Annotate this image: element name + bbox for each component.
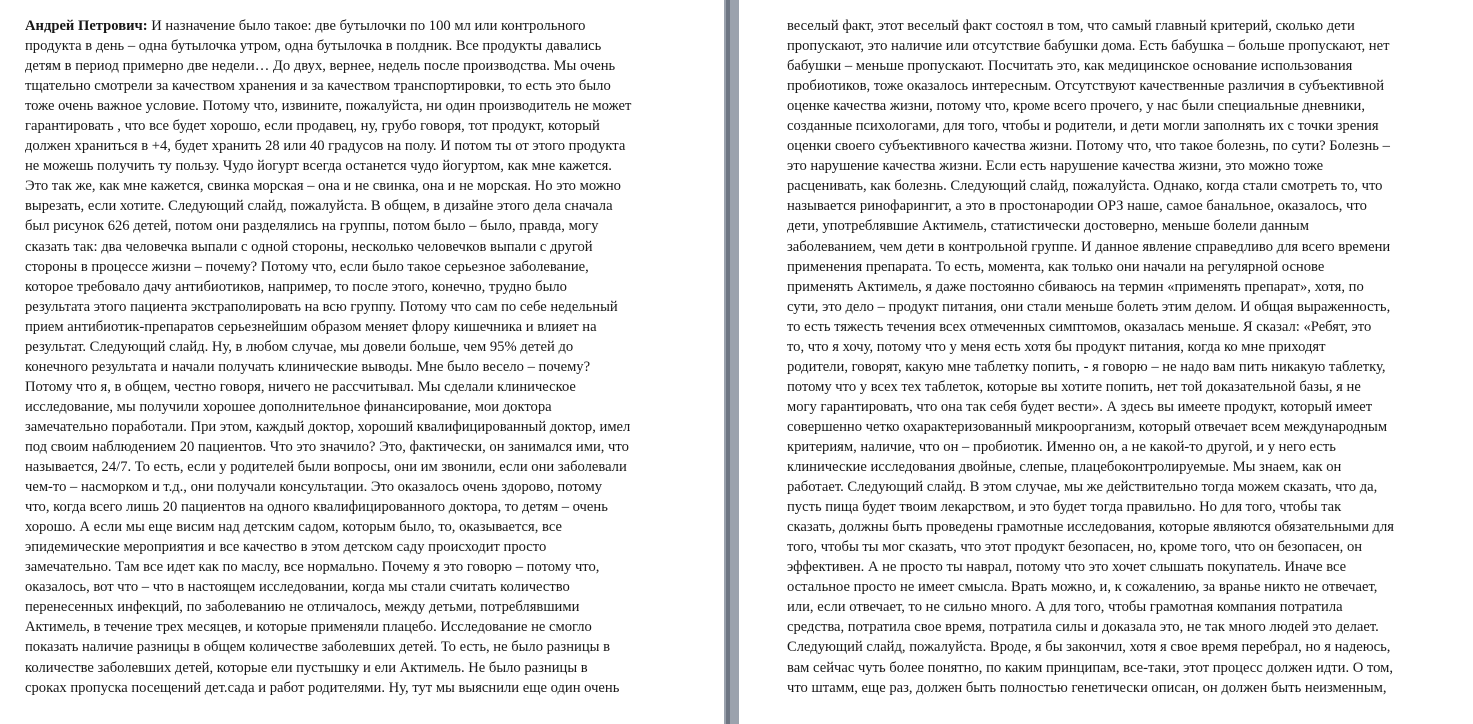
text-line-content: тщательно смотрели за качеством хранения и за качеством транспортировки, то есть это было: [25, 78, 611, 95]
text-line-content: эпидемические мероприятия и все качество в этом детском саду происходит просто: [25, 539, 547, 556]
text-line-content: бабушки – меньше пропускают. Посчитать это, как медицинское основание использования: [787, 58, 1353, 75]
text-line: [787, 658, 1469, 678]
text-line-content: оценки своего субъективного качества жизни. Потому что, что такое болезнь, по сути? Болезнь –: [787, 138, 1390, 155]
text-line-content: оказалось, вот что – что в настоящем исследовании, когда мы стали считать количество: [25, 579, 570, 596]
text-line-content: гарантировать , что все будет хорошо, если продавец, ну, грубо говоря, тот продукт, который: [25, 118, 600, 135]
text-line: [787, 617, 1469, 637]
text-line-content: детям в период примерно две недели… До двух, вернее, недель после производства. Мы очень: [25, 58, 616, 75]
text-line: [787, 497, 1469, 517]
text-line: [787, 477, 1469, 497]
text-line: [25, 96, 720, 116]
text-line: [787, 216, 1469, 236]
text-line: [25, 136, 720, 156]
text-line: [25, 156, 720, 176]
text-line: [25, 417, 720, 437]
text-line: [25, 196, 720, 216]
text-line-content: тоже очень важное условие. Потому что, извините, пожалуйста, ни один производитель не может: [25, 98, 632, 115]
text-line: [25, 557, 720, 577]
text-line: [25, 297, 720, 317]
text-line-content: называется ринофарингит, а это в простонародии ОРЗ наше, самое банальное, оказалось, что: [787, 198, 1367, 215]
text-line: [787, 76, 1469, 96]
text-line: [787, 537, 1469, 557]
text-line-content: оценке качества жизни, потому что, кроме всего прочего, у нас были специальные дневники,: [787, 98, 1365, 115]
text-line: [787, 457, 1469, 477]
text-line: [787, 337, 1469, 357]
text-line-content: дети, употреблявшие Актимель, статистически достоверно, меньше болели данным: [787, 218, 1309, 235]
page-gutter: [724, 0, 739, 724]
text-line: [787, 156, 1469, 176]
text-line: [25, 216, 720, 236]
text-line: [25, 617, 720, 637]
text-line-content: веселый факт, этот веселый факт состоял в том, что самый главный критерий, сколько дети: [787, 18, 1355, 34]
text-line-content: прием антибиотик-препаратов серьезнейшим образом меняет флору кишечника и влияет на: [25, 318, 597, 335]
text-line-content: что, когда всего лишь 20 пациентов на одного квалифицированного доктора, то детям – очень: [25, 499, 608, 516]
text-line-content: которое требовало дачу антибиотиков, например, то после этого, конечно, трудно было: [25, 278, 567, 295]
text-line-content: потому что у всех тех таблеток, которые вы хотите попить, нет той доказательной базы, я не: [787, 378, 1361, 395]
text-line-content: то есть тяжесть течения всех отмеченных симптомов, оказалась меньше. Я сказал: «Ребят, это: [787, 318, 1372, 335]
text-line: [25, 277, 720, 297]
text-line: [25, 577, 720, 597]
text-line: [787, 437, 1469, 457]
text-line: [25, 537, 720, 557]
text-line: [25, 176, 720, 196]
text-line-content: количестве заболевших детей, которые ели пустышку и ели Актимель. Не было разницы в: [25, 659, 588, 676]
text-line-content: пропускают, это наличие или отсутствие бабушки дома. Есть бабушка – больше пропускают, нет: [787, 38, 1390, 55]
text-line: [787, 357, 1469, 377]
text-line: [787, 577, 1469, 597]
text-line: [25, 678, 720, 698]
text-line: [787, 557, 1469, 577]
text-line-content: клинические исследования двойные, слепые, плацебоконтролируемые. Мы знаем, как он: [787, 459, 1342, 476]
text-line: [25, 377, 720, 397]
text-line-content: остальное просто не имеет смысла. Врать можно, и, к сожалению, за вранье никто не отвечает,: [787, 579, 1378, 596]
text-line: [787, 96, 1469, 116]
text-line-content: того, чтобы ты мог сказать, что этот продукт безопасен, но, кроме того, что он безопасен, он: [787, 539, 1363, 556]
text-line-content: что штамм, еще раз, должен быть полностью генетически описан, он должен быть неизменным,: [787, 679, 1387, 696]
text-line-content: замечательно поработали. При этом, каждый доктор, хороший квалифицированный доктор, имел: [25, 418, 631, 435]
text-line: [25, 56, 720, 76]
text-line: [787, 36, 1469, 56]
text-line: [787, 397, 1469, 417]
text-line: [25, 357, 720, 377]
text-line: [787, 297, 1469, 317]
text-line: [787, 176, 1469, 196]
text-line: [25, 597, 720, 617]
text-line: [25, 36, 720, 56]
text-line-content: был рисунок 626 детей, потом они разделялись на группы, потом было – было, правда, могу: [25, 218, 599, 235]
text-line: [25, 477, 720, 497]
text-line-content: продукта в день – одна бутылочка утром, одна бутылочка в полдник. Все продукты давались: [25, 38, 602, 55]
text-line-content: вырезать, если хотите. Следующий слайд, пожалуйста. В общем, в дизайне этого дела сначала: [25, 198, 613, 215]
text-line-content: то, что я хочу, потому что у меня есть хотя бы продукт питания, когда ко мне приходят: [787, 338, 1326, 355]
text-line-content: или, если отвечает, то не сильно много. А для того, чтобы грамотная компания потратила: [787, 599, 1343, 616]
text-line-content: родители, говорят, какую мне таблетку попить, - я говорю – не надо вам пить никакую таблетку,: [787, 358, 1386, 375]
text-line: [25, 317, 720, 337]
text-line-content: Следующий слайд, пожалуйста. Вроде, я бы закончил, хотя я свое время перебрал, но я надеюсь,: [787, 639, 1391, 656]
text-line-content: средства, потратила свое время, потратила силы и доказала это, не так много людей это делает.: [787, 619, 1379, 636]
text-line: [787, 116, 1469, 136]
text-line-content: должен храниться в +4, будет хранить 28 или 40 градусов на полу. И потом ты от этого продукта: [25, 138, 626, 155]
text-line-content: заболеванием, чем дети в контрольной группе. И данное явление справедливо для всего времени: [787, 238, 1391, 255]
text-line-content: называется, 24/7. То есть, если у родителей были вопросы, они им звонили, если они заболевали: [25, 459, 627, 476]
text-line: [787, 257, 1469, 277]
text-line: [25, 637, 720, 657]
right-page-text: [787, 16, 1469, 698]
text-line-content: применения препарата. То есть, момента, как только они начали на регулярной основе: [787, 258, 1325, 275]
text-line-content: эффективен. А не просто ты наврал, потому что это хочет слышать покупатель. Иначе все: [787, 559, 1347, 576]
text-line: [25, 437, 720, 457]
text-line-content: хорошо. А если мы еще висим над детским садом, которым было, то, оказывается, все: [25, 519, 562, 536]
text-line-content: чем-то – насморком и т.д., они получали консультации. Это оказалось очень здорово, потому: [25, 479, 603, 496]
text-line: [787, 417, 1469, 437]
text-line-content: работает. Следующий слайд. В этом случае, мы же действительно тогда можем сказать, что да,: [787, 479, 1378, 496]
text-line-content: исследование, мы получили хорошее дополнительное финансирование, мои доктора: [25, 398, 552, 415]
text-line-content: сути, это дело – продукт питания, они стали меньше болеть этим делом. И общая выраженность,: [787, 298, 1391, 315]
text-line: [787, 317, 1469, 337]
text-line: [787, 678, 1469, 698]
text-line-content: сроках пропуска посещений дет.сада и работ родителями. Ну, тут мы выяснили еще один очень: [25, 679, 620, 696]
text-line-content: результат. Следующий слайд. Ну, в любом случае, мы довели больше, чем 95% детей до: [25, 338, 574, 355]
text-line-content: могу гарантировать, что она так себя будет вести». А здесь вы имеете продукт, который имеет: [787, 398, 1373, 415]
document-page-right: [739, 0, 1473, 724]
text-line: [25, 457, 720, 477]
text-line: [787, 16, 1469, 36]
text-line-content: критериям, наличие, что он – пробиотик. Именно он, а не какой-то другой, и у него есть: [787, 438, 1336, 455]
left-page-text: [25, 16, 720, 698]
text-line: [787, 136, 1469, 156]
text-line-content: применять Актимель, я даже постоянно сбиваюсь на термин «применять препарат», хотя, по: [787, 278, 1364, 295]
text-line-content: перенесенных инфекций, по заболеванию не отличалось, между детьми, потреблявшими: [25, 599, 580, 616]
text-line-content: показать наличие разницы в общем количестве заболевших детей. То есть, не было разницы в: [25, 639, 610, 656]
text-line-content: конечного результата и начали получать клинические выводы. Мне было весело – почему?: [25, 358, 591, 375]
text-line: [787, 277, 1469, 297]
text-line-content: И назначение было такое: две бутылочки по 100 мл или контрольного: [147, 18, 586, 34]
text-line-content: сказать так: два человечка выпали с одной стороны, несколько человечков выпали с другой: [25, 238, 593, 255]
text-line: [787, 237, 1469, 257]
text-line: [787, 597, 1469, 617]
text-line: [25, 116, 720, 136]
text-line: [25, 658, 720, 678]
text-line-content: Потому что я, в общем, честно говоря, ничего не рассчитывал. Мы сделали клиническое: [25, 378, 576, 395]
text-line: [25, 337, 720, 357]
text-line-content: расценивать, как болезнь. Следующий слайд, пожалуйста. Однако, когда стали смотреть то, что: [787, 178, 1383, 195]
text-line-content: под своим наблюдением 20 пациентов. Что это значило? Это, фактически, он занимался ими, что: [25, 438, 629, 455]
text-line-content: Актимель, в течение трех месяцев, и которые применяли плацебо. Исследование не смогло: [25, 619, 592, 636]
text-line: [25, 397, 720, 417]
text-line-content: пусть пища будет твоим лекарством, и это будет тогда правильно. Но для того, чтобы так: [787, 499, 1342, 516]
text-line-content: пробиотиков, тоже оказалось интересным. Отсутствуют качественные различия в субъективной: [787, 78, 1385, 95]
text-line: [787, 56, 1469, 76]
text-line: [25, 257, 720, 277]
text-line-content: сказать, должны быть проведены грамотные исследования, которые являются обязательными для: [787, 519, 1394, 536]
text-line-content: не можешь получить ту пользу. Чудо йогурт всегда останется чудо йогуртом, как мне кажется.: [25, 158, 612, 175]
text-line-content: это нарушение качества жизни. Если есть нарушение качества жизни, это можно тоже: [787, 158, 1324, 175]
text-line-content: стороны в процессе жизни – почему? Потому что, если было такое серьезное заболевание,: [25, 258, 589, 275]
text-line: [787, 196, 1469, 216]
text-line-content: вам сейчас чуть более понятно, по каким принципам, все-таки, этот процесс должен идти. О том,: [787, 659, 1394, 676]
text-line-content: результата этого пациента экстраполировать на всю группу. Потому что сам по себе недельный: [25, 298, 618, 315]
text-line: [787, 637, 1469, 657]
text-line: [25, 517, 720, 537]
text-line-content: совершенно четко охарактеризованный микроорганизм, который отвечает всем международным: [787, 418, 1388, 435]
text-line: [25, 76, 720, 96]
text-line-content: замечательно. Там все идет как по маслу, все нормально. Почему я это говорю – потому что,: [25, 559, 600, 576]
text-line: [787, 377, 1469, 397]
text-line: [25, 497, 720, 517]
text-line-content: Это так же, как мне кажется, свинка морская – она и не свинка, она и не морская. Но это можно: [25, 178, 621, 195]
speaker-name: Андрей Петрович:: [25, 18, 148, 34]
text-line: [25, 16, 720, 36]
text-line-content: созданные психологами, для того, чтобы и родители, и дети могли заполнять их с точки зрения: [787, 118, 1379, 135]
text-line: [25, 237, 720, 257]
document-page-left: [0, 0, 724, 724]
text-line: [787, 517, 1469, 537]
